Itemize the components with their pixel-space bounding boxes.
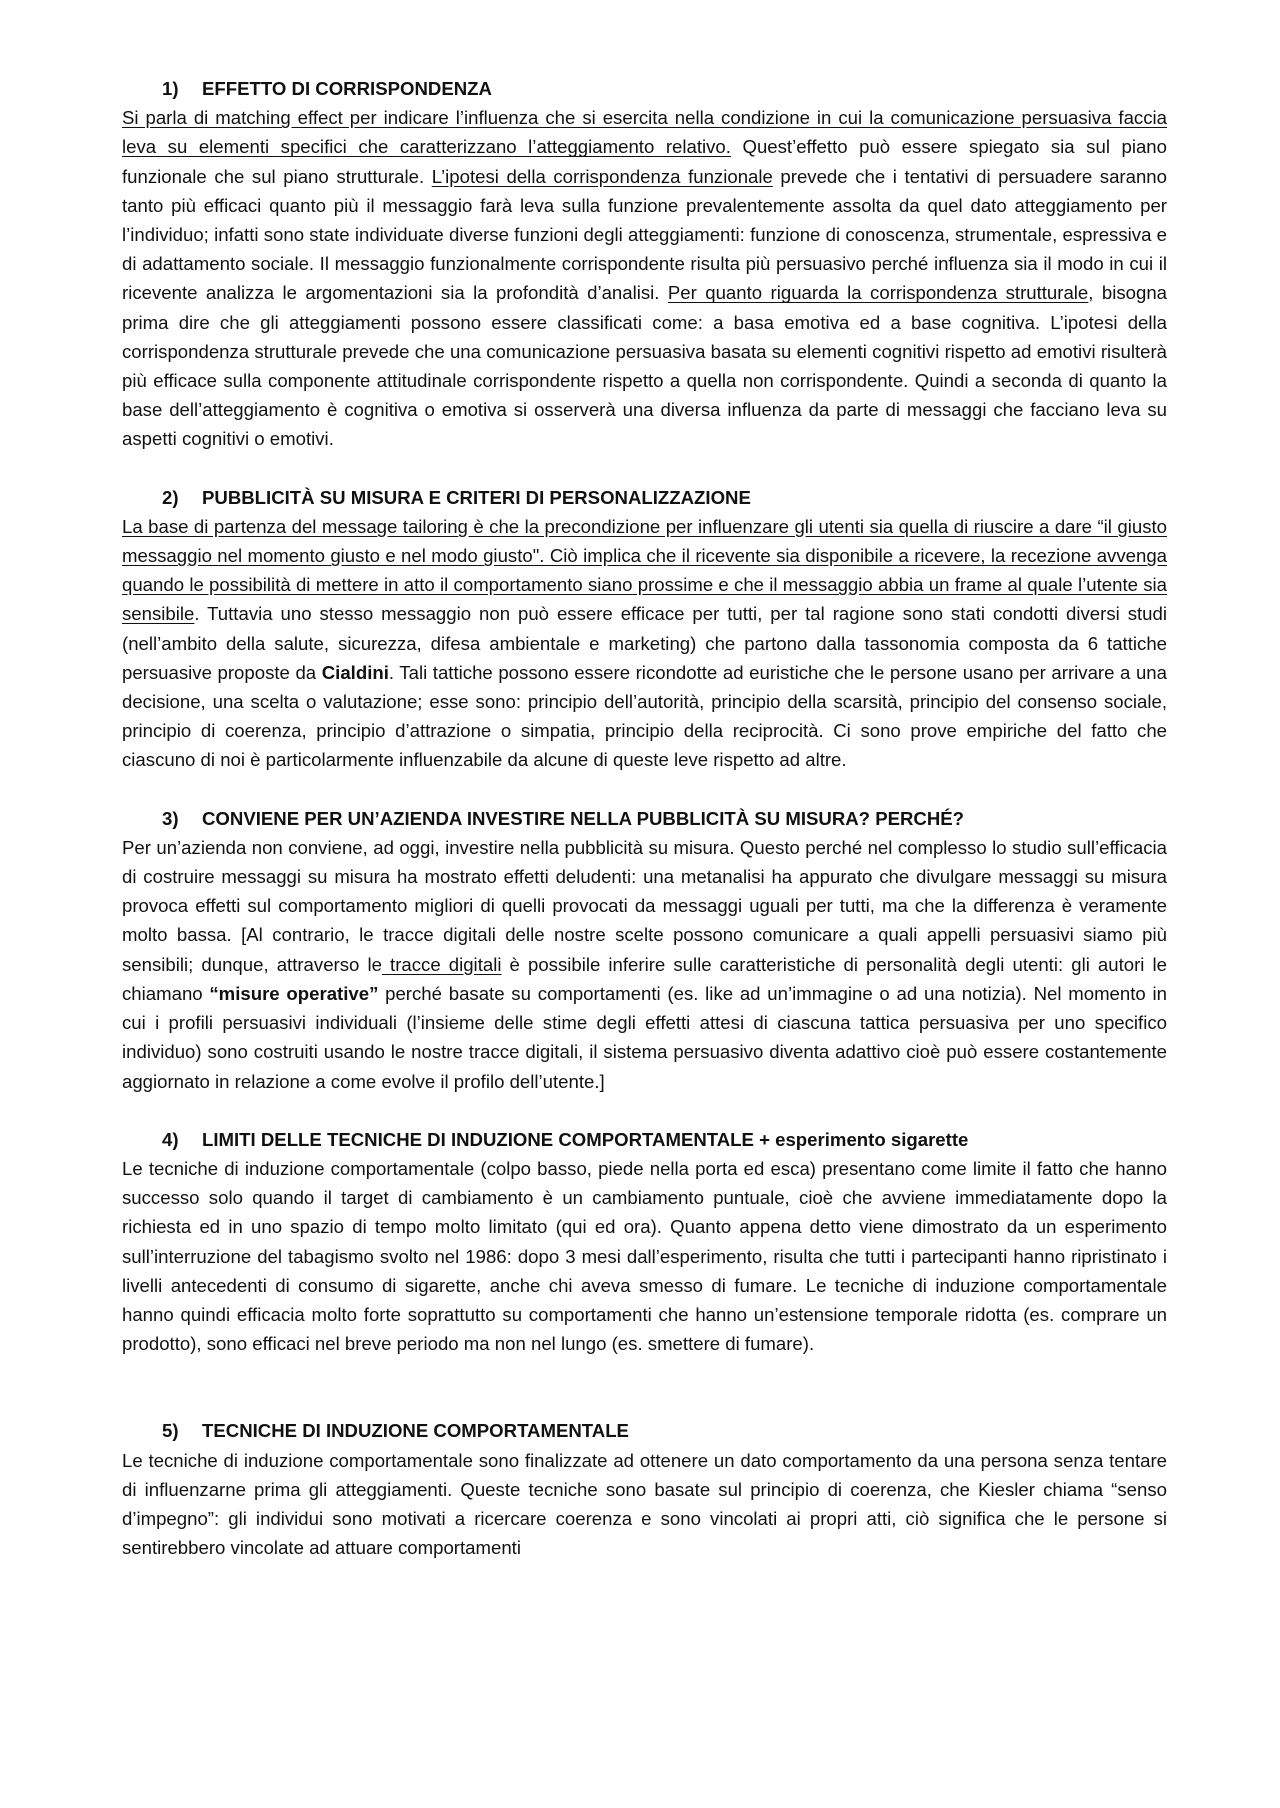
section-title: TECNICHE DI INDUZIONE COMPORTAMENTALE — [202, 1420, 629, 1442]
underlined-text: La base di partenza del message tailoring è che la precondizione per influenzare gli utenti sia quella di riuscire a dare “il giusto messaggio nel momento giusto e nel modo giusto". Ciò implica che il ricevente sia disponibile a ricevere, la recezione avvenga quando le possibilità di mettere in atto il comportamento siano prossime e che il messaggio abbia un frame al quale l’utente sia sensibile — [122, 515, 1167, 625]
body-text: prevede che i tentativi di persuadere saranno tanto più efficaci quanto più il messaggio farà leva sulla funzione prevalentemente assolta da quel dato atteggiamento per l’individuo; infatti sono state individuate diverse funzioni degli atteggiamenti: funzione di conoscenza, strumentale, espressiva e di adattamento sociale. Il messaggio funzionalmente corrispondente risulta più persuasivo perché influenza sia il modo in cui il ricevente analizza le argomentazioni sia la profondità d’analisi. — [122, 165, 1167, 304]
section-body — [122, 833, 1167, 1096]
section-5 — [122, 1416, 1167, 1562]
body-text: . Tali tattiche possono essere ricondotte ad euristiche che le persone usano per arrivare a una decisione, una scelta o valutazione; esse sono: principio dell’autorità, principio della scarsità, principio del consenso sociale, principio di coerenza, principio d’attrazione o simpatia, principio della reciprocità. Ci sono prove empiriche del fatto che ciascuno di noi è particolarmente influenzabile da alcune di queste leve rispetto ad altre. — [122, 661, 1167, 771]
section-heading — [122, 804, 1167, 833]
section-heading — [122, 483, 1167, 512]
section-number: 1) — [162, 78, 179, 99]
section-1 — [122, 74, 1167, 454]
section-heading — [122, 1125, 1167, 1154]
section-number: 5) — [162, 1420, 179, 1442]
section-body — [122, 103, 1167, 453]
underlined-text: Si parla di matching effect per indicare l’influenza che si esercita nella condizione in cui la comunicazione persuasiva faccia leva su elementi specifici che caratterizzano l’atteggiamento relativo. — [122, 107, 1167, 158]
section-body — [122, 1154, 1167, 1358]
body-text: Per un’azienda non conviene, ad oggi, investire nella pubblicità su misura. Questo perché nel complesso lo studio sull’efficacia di costruire messaggi su misura ha mostrato effetti deludenti: una metanalisi ha appurato che divulgare messaggi su misura provoca effetti sul comportamento migliori di quelli provocati da messaggi uguali per tutti, ma che la differenza è veramente molto bassa. [Al contrario, le tracce digitali delle nostre scelte possono comunicare a quali appelli persuasivi siamo più sensibili; dunque, attraverso le — [122, 836, 1167, 975]
section-title: LIMITI DELLE TECNICHE DI INDUZIONE COMPORTAMENTALE + esperimento sigarette — [202, 1128, 969, 1150]
body-text: Le tecniche di induzione comportamentale (colpo basso, piede nella porta ed esca) presentano come limite il fatto che hanno successo solo quando il target di cambiamento è un cambiamento puntuale, cioè che avviene immediatamente dopo la richiesta ed in uno spazio di tempo molto limitato (qui ed ora). Quanto appena detto viene dimostrato da un esperimento sull’interruzione del tabagismo svolto nel 1986: dopo 3 mesi dall’esperimento, risulta che tutti i partecipanti hanno ripristinato i livelli antecedenti di consumo di sigarette, anche chi aveva smesso di fumare. Le tecniche di induzione comportamentale hanno quindi efficacia molto forte soprattutto su comportamenti che hanno un’estensione temporale ridotta (es. comprare un prodotto), sono efficaci nel breve periodo ma non nel lungo (es. smettere di fumare). — [122, 1157, 1167, 1355]
section-body — [122, 512, 1167, 775]
bold-text: “misure operative” — [209, 982, 379, 1004]
body-text: . Tuttavia uno stesso messaggio non può essere efficace per tutti, per tal ragione sono stati condotti diversi studi (nell’ambito della salute, sicurezza, difesa ambientale e marketing) che partono dalla tassonomia composta da 6 tattiche persuasive proposte da — [122, 603, 1167, 683]
section-title: EFFETTO DI CORRISPONDENZA — [202, 78, 492, 99]
underlined-text: tracce digitali — [381, 953, 502, 975]
section-number: 4) — [162, 1128, 179, 1150]
body-text: perché basate su comportamenti (es. like ad un’immagine o ad una notizia). Nel momento in cui i profili persuasivi individuali (l’insieme delle stime degli effetti attesi di ciascuna tattica persuasiva per uno specifico individuo) sono costruiti usando le nostre tracce digitali, il sistema persuasivo diventa adattivo cioè può essere costantemente aggiornato in relazione a come evolve il profilo dell’utente.] — [122, 982, 1167, 1092]
section-4 — [122, 1125, 1167, 1359]
body-text: è possibile inferire sulle caratteristiche di personalità degli utenti: gli autori le chiamano — [122, 953, 1167, 1004]
section-title: PUBBLICITÀ SU MISURA E CRITERI DI PERSONALIZZAZIONE — [202, 486, 751, 508]
body-text: Le tecniche di induzione comportamentale sono finalizzate ad ottenere un dato comportamento da una persona senza tentare di influenzarne prima gli atteggiamenti. Queste tecniche sono basate sul principio di coerenza, che Kiesler chiama “senso d’impegno”: gli individui sono motivati a ricercare coerenza e sono vincolati ai propri atti, ciò significa che le persone si sentirebbero vincolate ad attuare comportamenti — [122, 1449, 1167, 1559]
section-heading — [122, 1416, 1167, 1445]
section-3 — [122, 804, 1167, 1096]
section-number: 3) — [162, 807, 179, 829]
body-text: Quest’effetto può essere spiegato sia sul piano funzionale che sul piano strutturale. — [122, 136, 1167, 187]
underlined-text: Per quanto riguarda la corrispondenza strutturale — [667, 282, 1089, 304]
underlined-text: L’ipotesi della corrispondenza funzionale — [431, 165, 773, 187]
bold-text: Cialdini — [321, 661, 389, 683]
section-body — [122, 1446, 1167, 1563]
section-2 — [122, 483, 1167, 775]
section-heading — [122, 74, 1167, 103]
section-number: 2) — [162, 486, 179, 508]
section-title: CONVIENE PER UN’AZIENDA INVESTIRE NELLA PUBBLICITÀ SU MISURA? PERCHÉ? — [202, 807, 965, 829]
body-text: , bisogna prima dire che gli atteggiamenti possono essere classificati come: a basa emotiva ed a base cognitiva. L’ipotesi della corrispondenza strutturale prevede che una comunicazione persuasiva basata su elementi cognitivi rispetto ad emotivi risulterà più efficace sulla componente attitudinale corrispondente rispetto a quella non corrispondente. Quindi a seconda di quanto la base dell’atteggiamento è cognitiva o emotiva si osserverà una diversa influenza da parte di messaggi che facciano leva su aspetti cognitivi o emotivi. — [122, 282, 1167, 450]
